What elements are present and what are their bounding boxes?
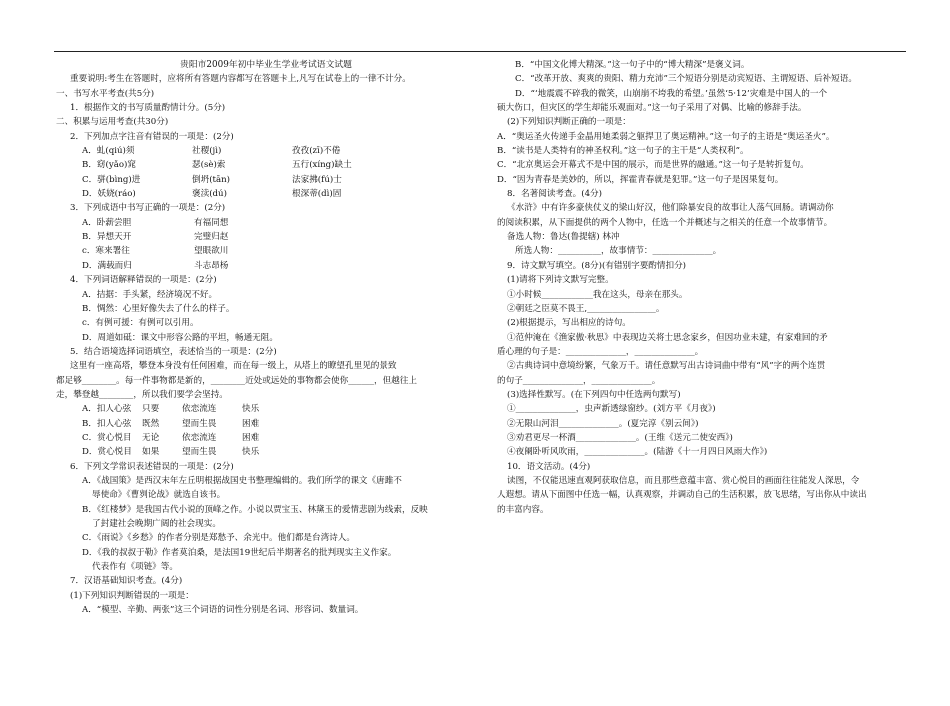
left-line: B．惆然：心里好像失去了什么的样子。 <box>82 303 235 314</box>
option-cell: 倒坍(tān) <box>192 174 231 185</box>
option-cell: D．满载而归 <box>82 260 132 271</box>
left-line <box>56 158 476 172</box>
option-cell: A．扣人心弦 <box>82 404 132 415</box>
right-line: C．“改革开放、爽爽的贵阳、精力充沛”三个短语分别是动宾短语、主谓短语、后补短语。 <box>515 74 857 85</box>
right-line: ②古典诗词中意境纷繁，气象万千。请任意默写出古诗词曲中带有“风”字的两个连贯 <box>507 361 826 372</box>
left-line: 重要说明:考生在答题时，应将所有答题内容都写在答题卡上,凡写在试卷上的一律不计分。 <box>70 74 411 85</box>
left-line: 都足够________。每一件事物都是新的，________近处或远处的事物都会使你______，但越往上 <box>56 375 417 386</box>
option-cell: 快乐 <box>242 447 260 458</box>
option-cell: 困难 <box>242 418 260 429</box>
right-line: 硕大伤口，但灾区的学生却能乐观面对。”这一句子采用了对偶、比喻的修辞手法。 <box>497 103 807 114</box>
option-cell: 完璧归赵 <box>194 232 229 243</box>
right-line: D．“因为青春是美妙的，所以，挥霍青春就是犯罪。”这一句子是因果复句。 <box>497 174 784 185</box>
option-cell: B．扣人心弦 <box>82 418 132 429</box>
right-column <box>497 58 907 517</box>
left-line: 7．汉语基础知识考查。(4分) <box>70 576 183 587</box>
left-line <box>56 144 476 158</box>
option-cell: 孜孜(zī)不倦 <box>292 146 341 157</box>
right-line: B．“中国文化博大精深。”这一句子中的“博大精深”是褒义词。 <box>515 60 750 70</box>
right-line: 《水浒》中有许多豪侠仗义的梁山好汉，他们除暴安良的故事让人荡气回肠。请调动你 <box>507 203 834 214</box>
option-cell: c．寒来署往 <box>82 246 130 257</box>
right-line: A．“奥运圣火传递手金晶用她柔弱之躯捍卫了奥运精神。”这一句子的主语是“奥运圣火”。 <box>497 131 835 142</box>
left-line: 这里有一座高塔，攀登本身没有任何困难，而在每一级上，从塔上的瞭望孔里见的景致 <box>70 361 397 372</box>
right-line: 9．诗文默写填空。(8分)(有错别字要酌情扣分) <box>507 260 687 271</box>
right-line: (1)请将下列诗文默写完整。 <box>507 275 614 286</box>
option-cell: 望眼欲川 <box>194 246 229 257</box>
right-line: 备选人物：鲁达(鲁提辖) 林冲 <box>507 232 620 243</box>
option-cell: 困难 <box>242 432 260 443</box>
left-line: B．《红楼梦》是我国古代小说的顶峰之作。小说以贾宝玉、林黛玉的爱情悲剧为线索，反映 <box>82 504 428 515</box>
left-line: 3．下列成语中书写正确的一项是：(2分) <box>70 203 226 214</box>
left-line: 代表作有《项链》等。 <box>92 562 178 573</box>
left-column <box>56 58 476 617</box>
right-line: ④夜阑卧听风吹雨，______________。(陆游《十一月四日风雨大作》) <box>507 447 768 458</box>
top-rule <box>54 51 906 52</box>
option-cell: C．赏心悦目 <box>82 432 132 443</box>
option-cell: C．骈(bìng)进 <box>82 174 141 185</box>
right-line: ①范仲淹在《渔家傲·秋思》中表现边关将士思念家乡，但因功业未建，有家难回的矛 <box>507 332 828 343</box>
option-cell: 斗志昂杨 <box>194 260 229 271</box>
left-line: 二、积累与运用考查(共30分) <box>56 117 169 128</box>
right-line: (2)下列知识判断正确的一项是： <box>507 117 631 128</box>
left-line: A．“模型、辛勤、两张”这三个词语的词性分别是名词、形容词、数量词。 <box>82 605 364 616</box>
left-line: C．《雨说》《乡愁》的作者分别是郑愁予、余光中。他们都是台湾诗人。 <box>82 533 355 544</box>
option-cell: 法家拂(fú)士 <box>292 174 342 185</box>
right-line: B．“读书是人类特有的神圣权利。”这一句子的主干是“人类权利”。 <box>497 146 749 157</box>
right-line: D．“‘地震震不碎我的微笑，山崩崩不垮我的希望。’虽然‘5·12’灾难是中国人的一个 <box>515 88 828 99</box>
left-line: 一、书写水平考查(共5分) <box>56 88 155 99</box>
left-line <box>56 431 476 445</box>
option-cell: 五行(xíng)缺土 <box>292 160 352 171</box>
right-line: (2)根据提示，写出相应的诗句。 <box>507 318 631 329</box>
left-line <box>56 230 476 244</box>
left-line: D．《我的叔叔于勒》作者莫泊桑，是法国19世纪后半期著名的批判现实主义作家。 <box>82 547 397 558</box>
left-line <box>56 417 476 431</box>
left-line <box>56 216 476 230</box>
left-line <box>56 173 476 187</box>
left-lines <box>56 72 476 617</box>
left-line: 了封建社会晚期广阔的社会现实。 <box>92 519 221 529</box>
right-line: 读图，不仅能迅速直观阿获取信息，而且那些意蕴丰富、赏心悦目的画面往往能发人深思，令 <box>507 475 860 486</box>
option-cell: 只要 <box>142 404 160 415</box>
right-line: 的阅读积累，从下面提供的两个人物中，任选一个并概述与之相关的任意一个故事情节。 <box>497 217 833 228</box>
option-cell: 依恋流连 <box>182 432 217 443</box>
left-line: c．有例可援：有例可以引用。 <box>82 318 199 329</box>
left-line: A．《战国策》是西汉末年左丘明根据战国史书整理编辑的。我们所学的课文《唐雎不 <box>82 475 402 486</box>
left-line: 2．下列加点字注音有错误的一项是：(2分) <box>70 131 234 142</box>
left-line <box>56 402 476 416</box>
left-line: 6．下列文学常识表述错误的一项是：(2分) <box>70 461 234 472</box>
right-line: 盾心理的句子是：______________，______________。 <box>497 346 704 357</box>
option-cell: A．卧薪尝胆 <box>82 217 132 228</box>
right-line: C．“北京奥运会开幕式不是中国的展示，而是世界的融通。”这一句子是转折复句。 <box>497 160 809 171</box>
right-line: 所选人物：__________，故事情节：______________。 <box>515 246 722 257</box>
left-line: 5．结合语境选择词语填空，表述恰当的一项是：(2分) <box>70 346 277 357</box>
option-cell: 如果 <box>142 447 160 458</box>
right-lines <box>497 58 907 517</box>
right-line: ②朝廷之臣莫不畏王,________________。 <box>507 303 665 314</box>
option-cell: 望而生畏 <box>182 447 217 458</box>
left-line <box>56 187 476 201</box>
option-cell: D．赏心悦目 <box>82 447 132 458</box>
option-cell: 依恋流连 <box>182 404 217 415</box>
option-cell: 有福同想 <box>194 217 229 228</box>
right-line: 的丰富内容。 <box>497 504 549 515</box>
left-line: (1)下列知识判断错误的一项是： <box>70 590 194 601</box>
right-line: 8．名著阅读考查。(4分) <box>507 189 602 200</box>
right-line: ①小时候____________我在这头，母亲在那头。 <box>507 289 688 300</box>
option-cell: 望而生畏 <box>182 418 217 429</box>
right-line: ①______________，虫声新透绿窗纱。(刘方平《月夜》) <box>507 404 716 415</box>
right-line: ③劝君更尽一杯酒______________。(王维《送元二使安西》) <box>507 432 733 443</box>
left-line: D．周道如砥：课文中形容公路的平坦，畅通无阻。 <box>82 332 278 343</box>
left-line <box>56 244 476 258</box>
right-line: 的句子______________，______________。 <box>497 375 661 386</box>
option-cell: A．虬(qiú)须 <box>82 146 135 157</box>
left-line: 走，攀登越________，所以我们要学会坚持。 <box>56 389 228 400</box>
left-line <box>56 445 476 459</box>
option-cell: 瑟(sè)索 <box>192 160 226 171</box>
left-line: 4．下列词语解释错误的一项是：(2分) <box>70 275 217 286</box>
left-line: 辱使命》《曹刿论战》就选自该书。 <box>92 490 226 501</box>
left-line: 1．根据作文的书写质量酌情计分。(5分) <box>70 103 226 114</box>
option-cell: B．窈(yǎo)窕 <box>82 160 136 171</box>
option-cell: 无论 <box>142 432 160 443</box>
option-cell: 褒渎(dú) <box>192 189 227 200</box>
option-cell: 快乐 <box>242 404 260 415</box>
right-line: 人遐想。请从下面图中任选一幅，认真观察，并调动自己的生活积累，放飞思绪，写出你从中读出 <box>497 490 867 501</box>
option-cell: 根深蒂(dì)固 <box>292 189 342 200</box>
right-line: 10．语文活动。(4分) <box>507 461 591 472</box>
right-line: ②无限山河泪______________。(夏完淳《别云间》) <box>507 418 699 429</box>
exam-title: 贵阳市2009年初中毕业生学业考试语文试题 <box>180 60 352 70</box>
option-cell: 既然 <box>142 418 160 429</box>
option-cell: 社稷(jì) <box>192 146 222 157</box>
left-line: A．拮据：手头紧，经济境况不好。 <box>82 289 218 300</box>
option-cell: D．妖娆(ráo) <box>82 189 136 200</box>
option-cell: B．异想天开 <box>82 232 132 243</box>
right-line: (3)选择性默写。(在下列四句中任选两句默写) <box>507 389 681 400</box>
left-line <box>56 259 476 273</box>
